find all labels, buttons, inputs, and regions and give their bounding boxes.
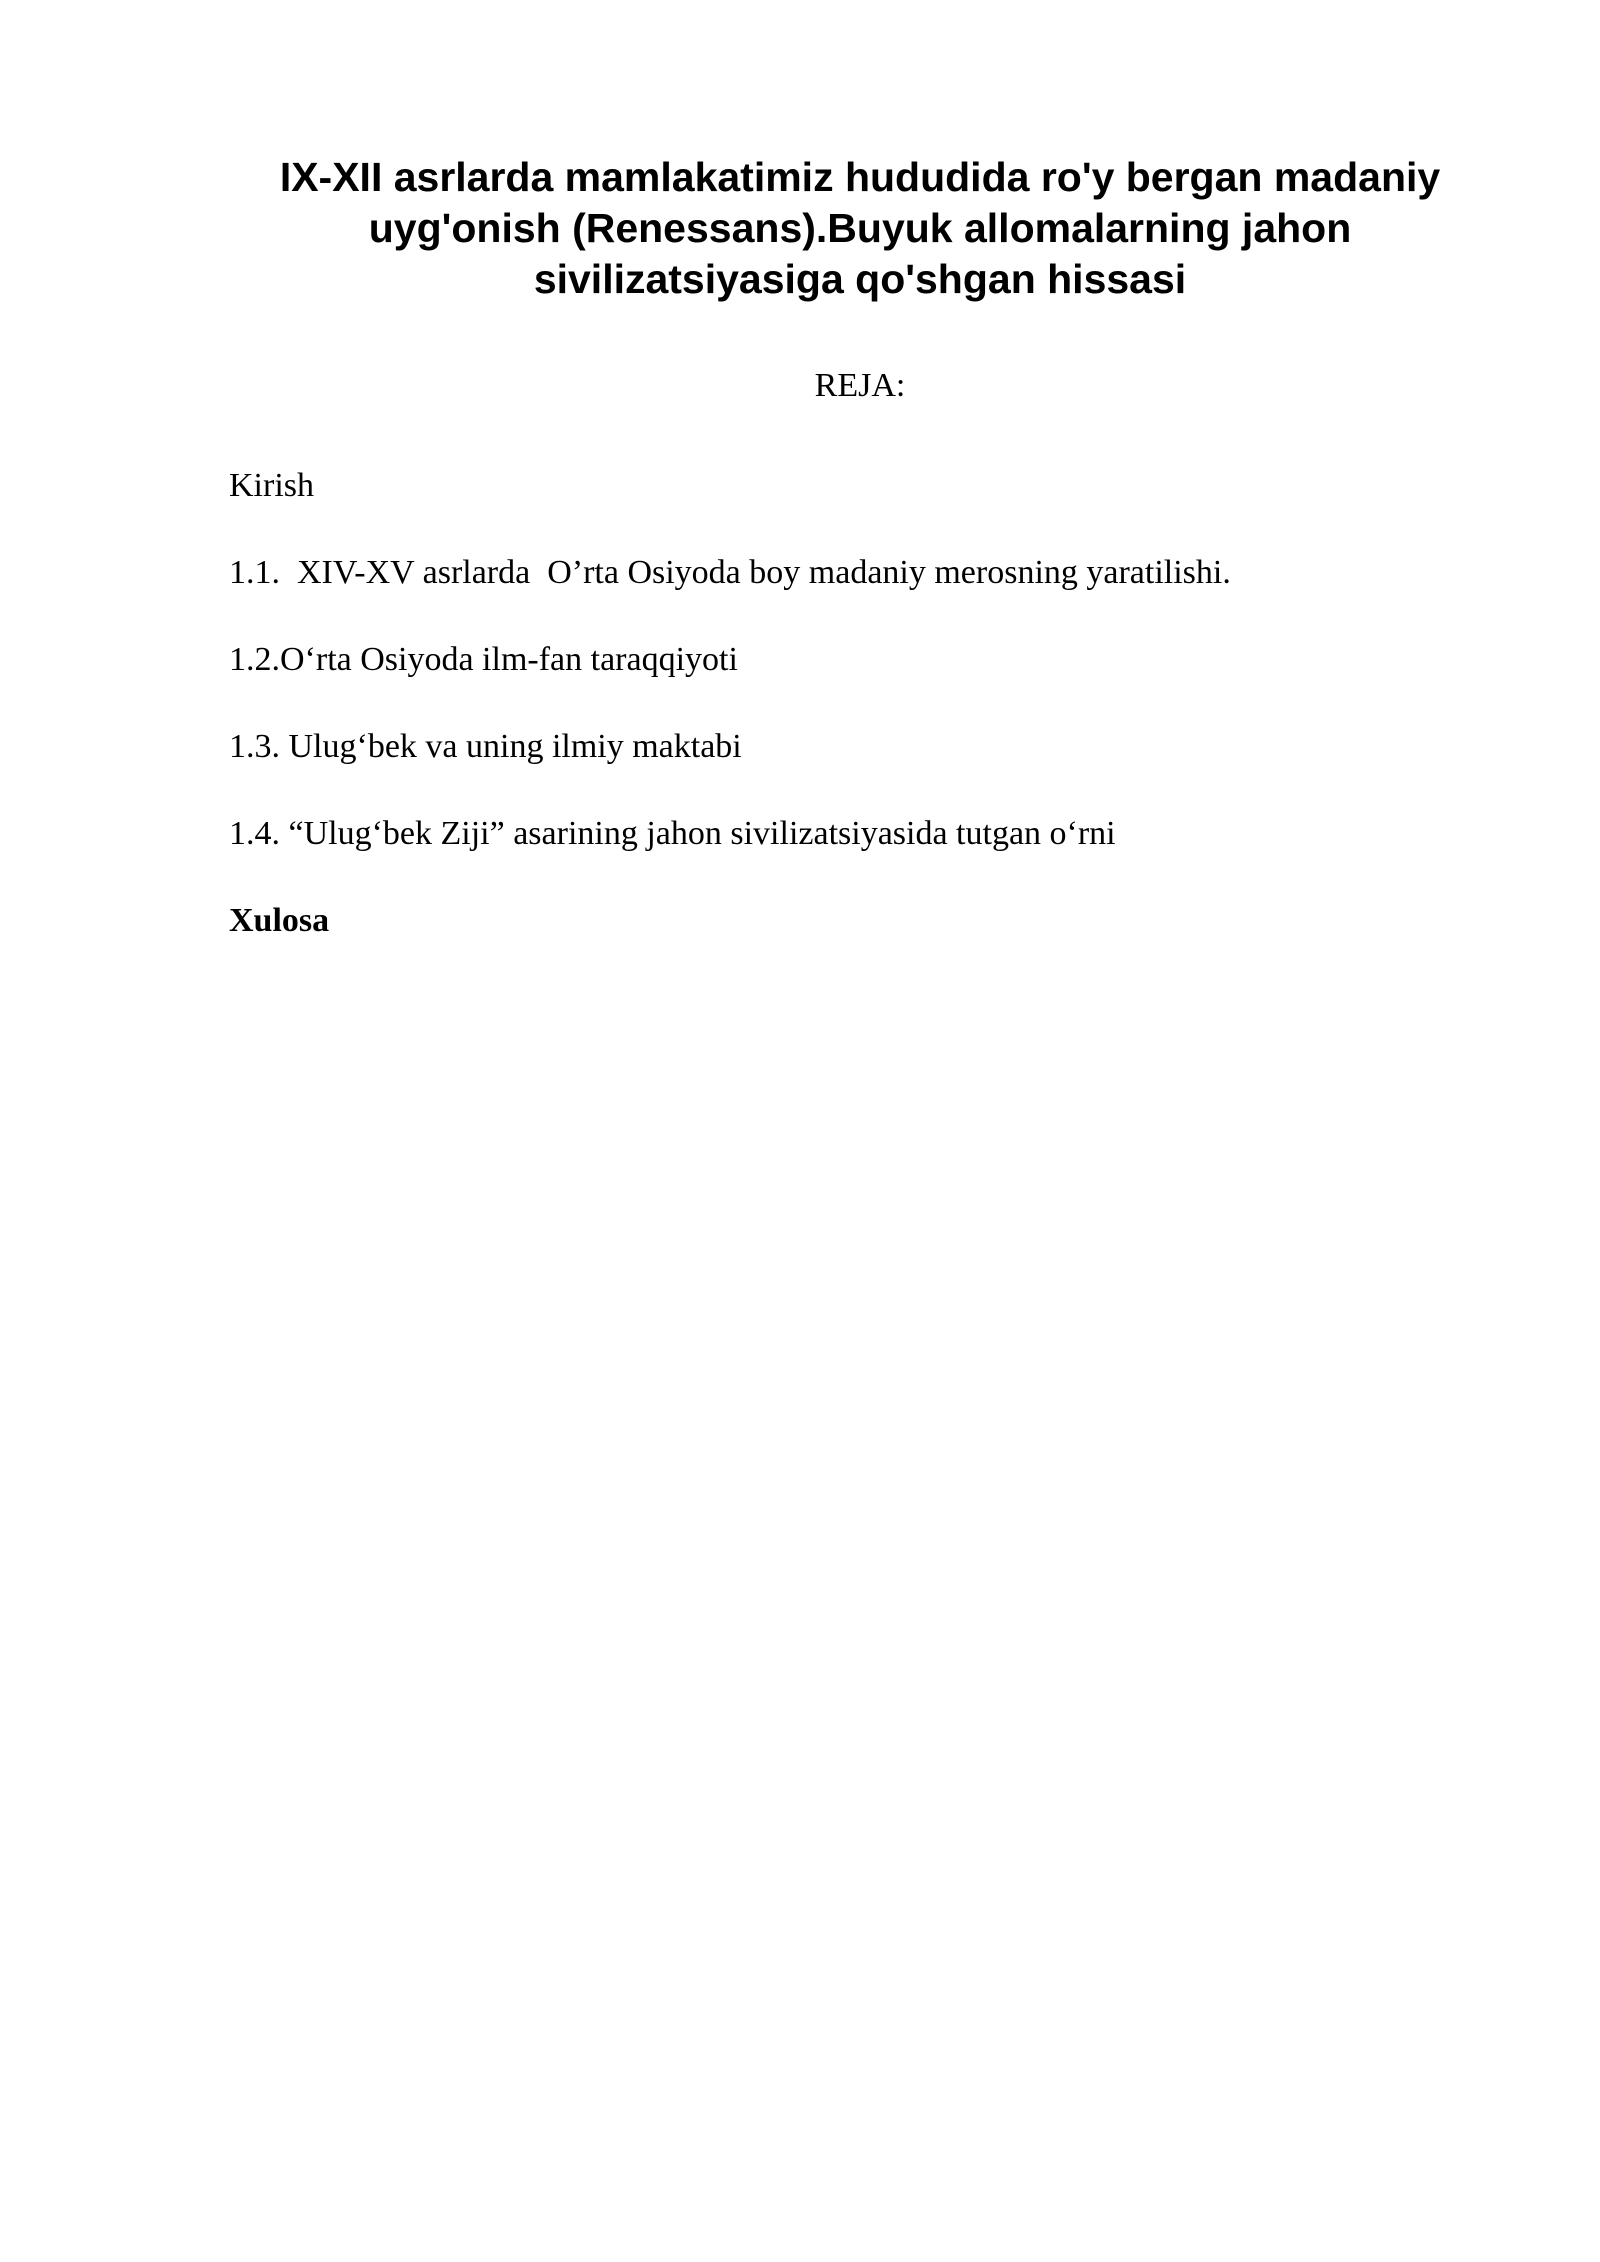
plan-list (229, 466, 1529, 988)
plan-item-conclusion: Xulosa (229, 902, 330, 939)
plan-item-1-4: 1.4. “Ulug‘bek Ziji” asarining jahon sivilizatsiyasida tutgan o‘rni (229, 815, 1116, 852)
title-line-3: sivilizatsiyasiga qo'shgan hissasi (533, 256, 1187, 302)
plan-item-1-1: 1.1. XIV-XV asrlarda O’rta Osiyoda boy madaniy merosning yaratilishi. (229, 554, 1231, 591)
plan-item-1-3: 1.3. Ulug‘bek va uning ilmiy maktabi (229, 728, 742, 765)
document-title (200, 152, 1520, 305)
plan-item-introduction: Kirish (229, 467, 314, 504)
plan-item-1-2: 1.2.O‘rta Osiyoda ilm-fan taraqqiyoti (229, 641, 738, 678)
title-line-2: uyg'onish (Renessans).Buyuk allomalarning jahon (368, 205, 1352, 251)
title-line-1: IX-XII asrlarda mamlakatimiz hududida ro'y bergan madaniy (279, 154, 1441, 200)
plan-heading: REJA: (814, 367, 906, 404)
